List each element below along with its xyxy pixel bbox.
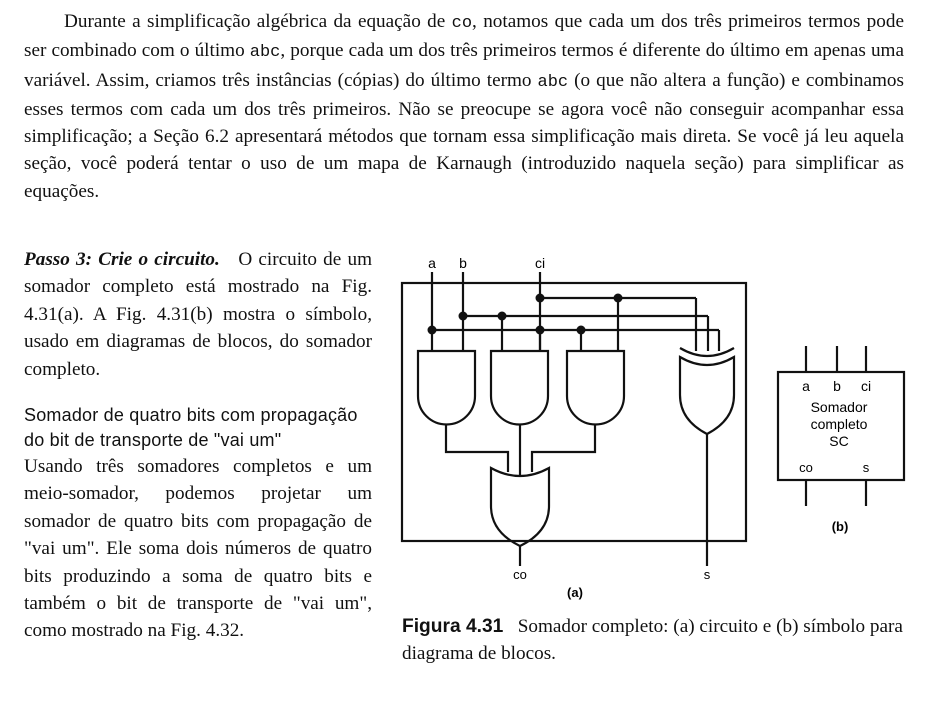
caption-text: Somador completo: (a) circuito e (b) símbolo para diagrama de blocos. [402, 616, 903, 665]
symbol-output-s: s [862, 460, 870, 475]
circuit-box [402, 283, 746, 541]
intro-text-4: (o que não altera a função) e combinamos esses termos com cada um dos três primeiros. Não se preocupe se agora você não conseguir acompanhar essa simplificação; a Seção 6.2 apresentará métodos que tornam essa simplificação mais direta. Se você já leu aquela seção, você poderá tentar o uso de um mapa de Karnaugh (introduzido naquela seção) para simplificar as equações. [24, 69, 904, 202]
intro-text-1: Durante a simplificação algébrica da equação de [64, 11, 452, 32]
label-input-a: a [428, 255, 436, 271]
and-gate-2 [491, 351, 548, 425]
intro-text-3: , porque cada um dos três primeiros termos é diferente do último em apenas uma variável. Assim, criamos três instâncias (cópias) do último termo [24, 40, 904, 91]
sublabel-b: (b) [831, 519, 849, 534]
figure-caption [402, 613, 910, 668]
symbol-input-b: b [833, 378, 841, 394]
symbol-output-co: co [799, 460, 813, 475]
label-output-co: co [513, 567, 527, 582]
or-gate [491, 468, 549, 546]
section-body: Usando três somadores completos e um meio-somador, podemos projetar um somador de quatro bits com propagação de "vai um". Ele soma dois números de quatro bits produzindo a soma de quatro bits e também o bit de transporte de "vai um", como mostrado na Fig. 4.32. [24, 456, 372, 642]
symbol-name-line1: Somador [810, 399, 868, 415]
caption-label: Figura 4.31 [402, 616, 504, 637]
and-gate-3 [567, 351, 624, 425]
code-abc: abc [537, 72, 569, 92]
step3-text: O circuito de um somador completo está mostrado na Fig. 4.31(a). A Fig. 4.31(b) mostra o símbolo, usado em diagramas de blocos, do somador completo. [24, 249, 372, 380]
code-abc: abc [249, 43, 281, 63]
symbol-name-line3: SC [829, 433, 849, 449]
section-heading: Somador de quatro bits com propagação do bit de transporte de "vai um" [24, 405, 358, 451]
symbol-input-a: a [802, 378, 810, 394]
and-gate-1 [418, 351, 475, 424]
xor-gate [680, 357, 734, 434]
label-input-ci: ci [534, 255, 546, 271]
step3-title: Passo 3: Crie o circuito. [24, 249, 220, 270]
symbol-input-ci: ci [860, 378, 872, 394]
label-output-s: s [703, 567, 711, 582]
code-co: co [451, 14, 473, 33]
intro-text-2: , notamos que cada um dos três primeiros termos pode ser combinado com o último [24, 11, 904, 62]
symbol-name-line2: completo [810, 416, 868, 432]
sublabel-a: (a) [567, 585, 583, 600]
label-input-b: b [459, 255, 467, 271]
